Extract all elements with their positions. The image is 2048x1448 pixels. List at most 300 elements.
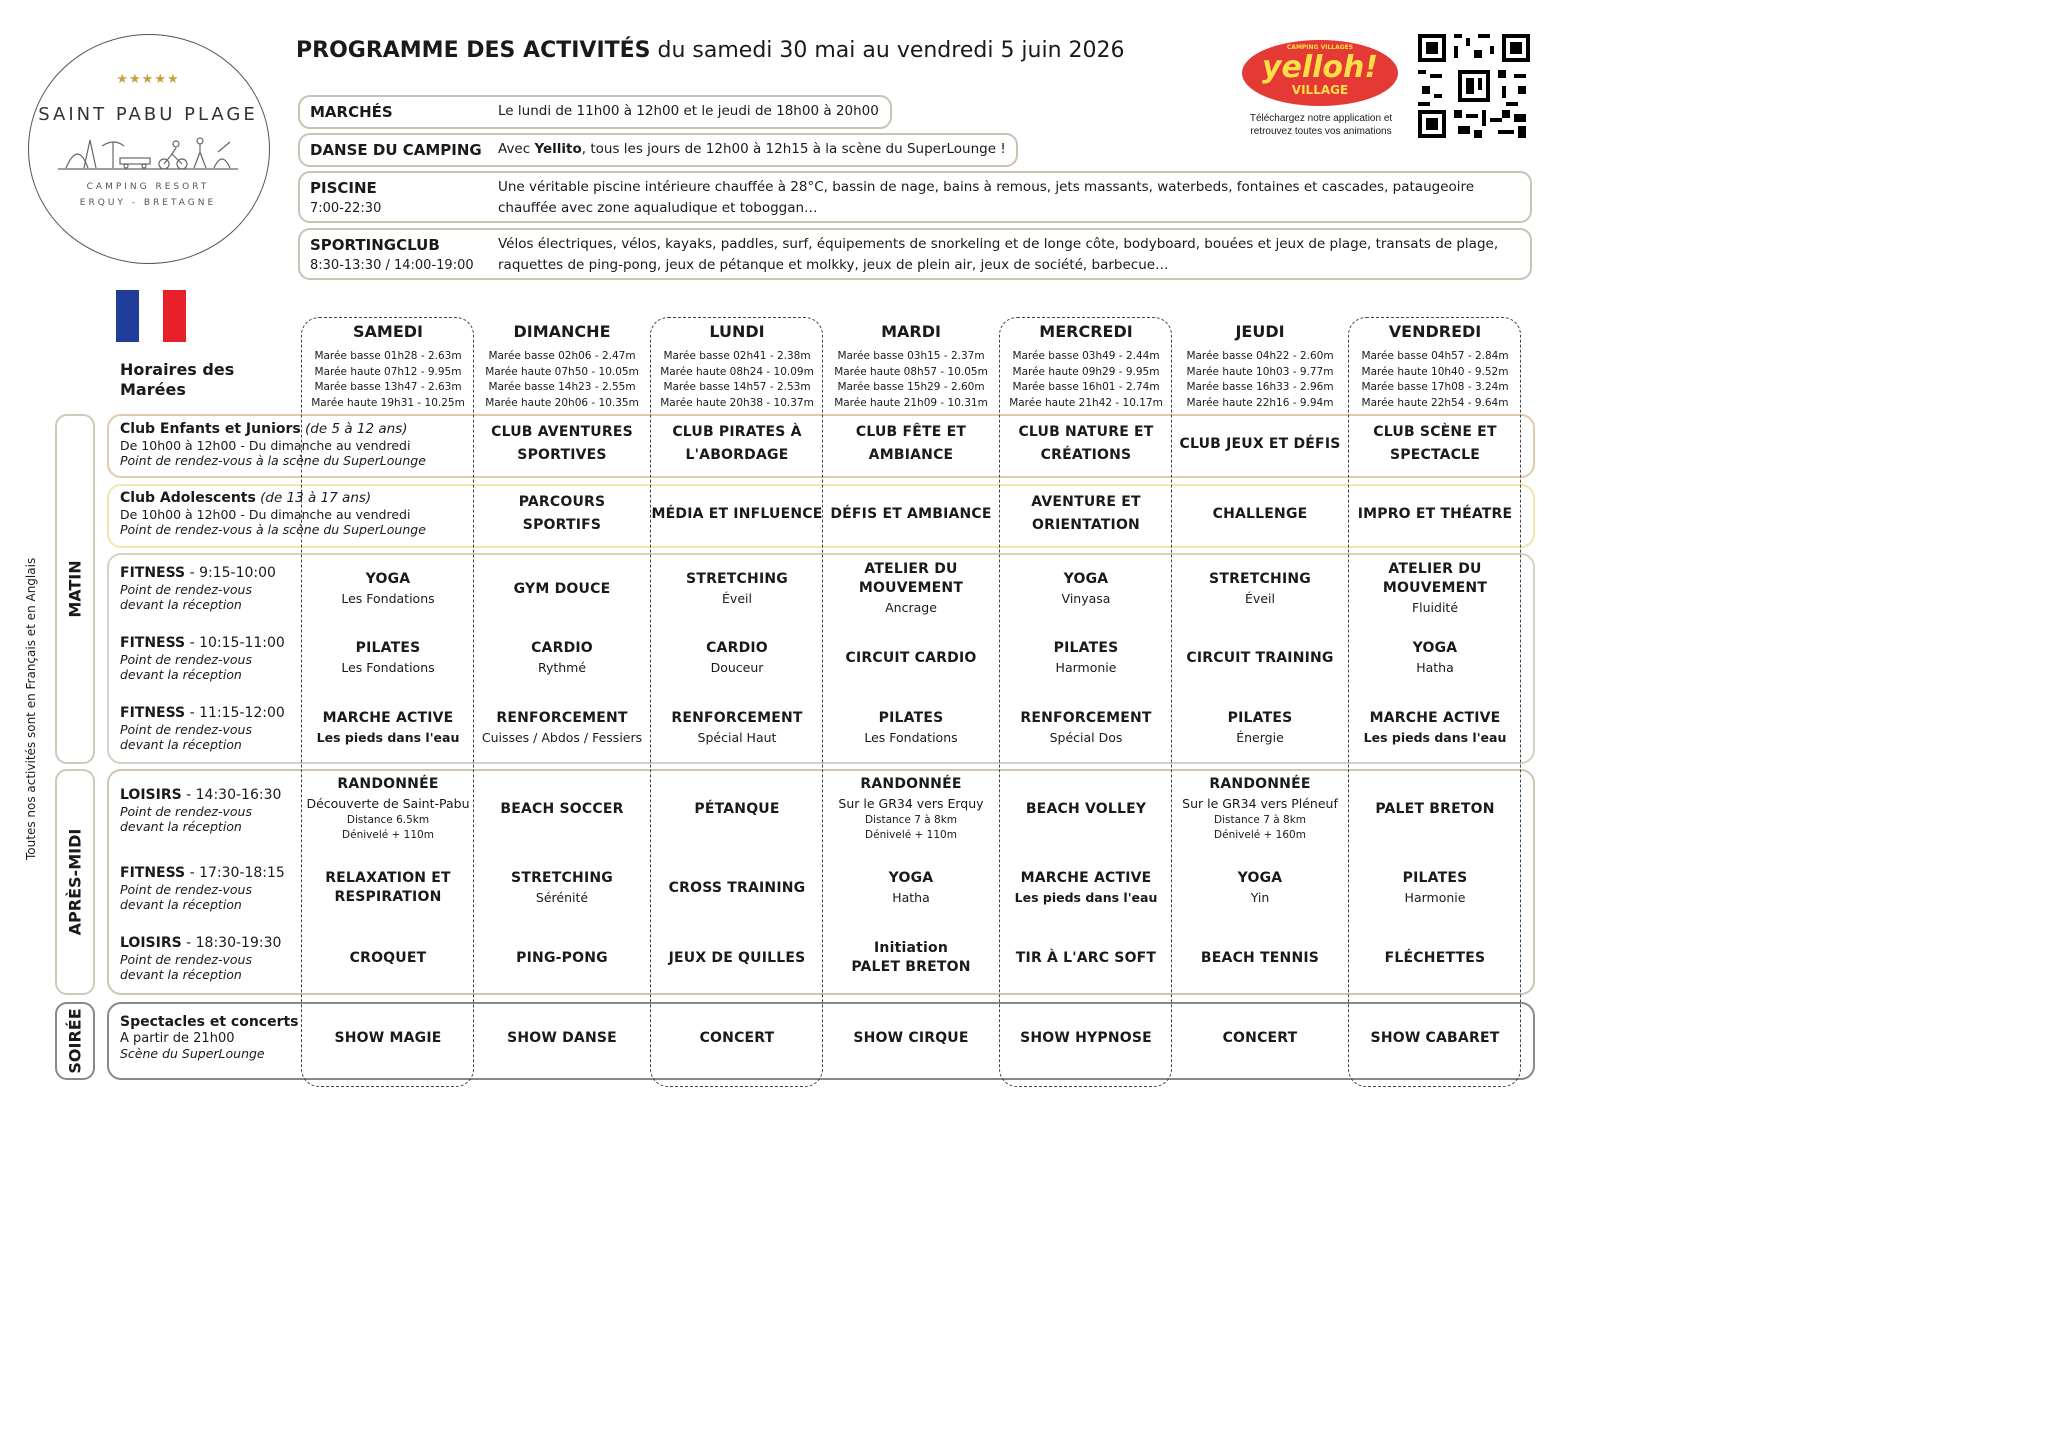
page-title — [296, 38, 1125, 63]
activity-cell — [1348, 949, 1522, 968]
activity-cell — [475, 869, 649, 907]
tide-line: Marée haute 08h57 - 10.05m — [834, 365, 988, 378]
activity-cell — [999, 869, 1173, 907]
tide-line: Marée basse 04h57 - 2.84m — [1361, 350, 1509, 362]
activity-name: MÉDIA ET INFLUENCE — [651, 505, 823, 522]
activity-name: PALET BRETON — [1375, 801, 1495, 817]
activity-cell — [1173, 949, 1347, 968]
activity-info: Dénivelé + 160m — [1214, 829, 1306, 841]
activity-cell — [1348, 800, 1522, 819]
activity-name: YOGA — [365, 571, 411, 587]
activity-name: RELAXATION ET — [325, 870, 451, 886]
tide-line: Marée haute 09h29 - 9.95m — [1012, 365, 1160, 378]
tide-times — [999, 349, 1173, 411]
tide-line: Marée basse 02h41 - 2.38m — [663, 350, 811, 362]
row-label-title — [120, 935, 281, 952]
activity-cell — [824, 939, 998, 977]
activity-name: PARCOURS — [518, 494, 606, 510]
activity-name: RESPIRATION — [334, 889, 442, 905]
activity-detail-bold: Les pieds dans l'eau — [1363, 730, 1507, 745]
activity-name: AVENTURE ET — [1031, 494, 1141, 510]
activity-name: YOGA — [1237, 870, 1283, 886]
logo-location-line: ERQUY - BRETAGNE — [79, 198, 217, 208]
tides-label-1: Horaires des — [120, 360, 235, 379]
activity-name: RENFORCEMENT — [496, 710, 628, 726]
tides-label-2: Marées — [120, 380, 186, 399]
tide-line: Marée haute 21h42 - 10.17m — [1009, 396, 1163, 409]
period-apresmidi-label: APRÈS-MIDI — [65, 828, 85, 936]
activity-cell — [475, 800, 649, 819]
activity-name: RENFORCEMENT — [1020, 710, 1152, 726]
activity-name: SHOW DANSE — [507, 1030, 617, 1046]
activity-name: CONCERT — [699, 1030, 775, 1046]
marches-text: Le lundi de 11h00 à 12h00 et le jeudi de 18h00 à 20h00 — [498, 103, 879, 119]
activity-name: CROQUET — [349, 950, 427, 966]
tide-line: Marée haute 07h50 - 10.05m — [485, 365, 639, 378]
activity-cell — [824, 560, 998, 617]
download-line-2: retrouvez toutes vos animations — [1250, 126, 1392, 137]
day-header: SAMEDI — [353, 322, 423, 341]
logo-resort-line: CAMPING RESORT — [86, 182, 210, 192]
danse-text-a: Avec — [498, 141, 535, 157]
row-label-time: - 14:30-16:30 — [181, 787, 282, 803]
row-label-bold: FITNESS — [120, 565, 186, 581]
yelloh-brand: yelloh! — [1261, 50, 1379, 85]
download-line-1: Téléchargez notre application et — [1249, 113, 1393, 124]
activity-name: YOGA — [888, 870, 934, 886]
activity-name: PILATES — [1227, 710, 1293, 726]
activity-name: SPORTIVES — [517, 447, 607, 463]
activity-cell — [824, 649, 998, 668]
activity-detail: Hatha — [892, 890, 930, 905]
activity-name: PING-PONG — [516, 950, 608, 966]
activity-cell — [475, 949, 649, 968]
row-label-bold: LOISIRS — [120, 935, 182, 951]
activity-name: RANDONNÉE — [337, 776, 439, 792]
activity-name: ATELIER DU — [1388, 561, 1482, 577]
activity-name: SPECTACLE — [1389, 447, 1481, 463]
tide-line: Marée haute 20h06 - 10.35m — [485, 396, 639, 409]
row-label-line3: devant la réception — [120, 667, 242, 682]
activity-info: Distance 7 à 8km — [864, 814, 958, 826]
activity-cell — [650, 639, 824, 677]
row-label-time: - 17:30-18:15 — [185, 865, 285, 881]
flag-white-stripe — [139, 290, 162, 342]
activity-cell — [650, 709, 824, 747]
activity-name: CLUB PIRATES À — [672, 424, 802, 440]
activity-detail: Yin — [1250, 890, 1270, 905]
danse-text-bold: Yellito — [534, 141, 582, 157]
activity-name: BEACH VOLLEY — [1025, 801, 1147, 817]
activity-name: STRETCHING — [511, 870, 613, 886]
activity-cell — [301, 709, 475, 747]
activity-cell — [824, 869, 998, 907]
activity-cell — [1348, 503, 1522, 526]
day-header: VENDREDI — [1388, 322, 1482, 341]
activity-detail: Les Fondations — [341, 660, 435, 675]
row-label-bold: Spectacles et concerts — [120, 1014, 299, 1030]
activity-detail: Spécial Dos — [1049, 730, 1123, 745]
row-label-line2: Point de rendez-vous — [120, 951, 252, 967]
activity-cell — [824, 709, 998, 747]
activity-name: MOUVEMENT — [858, 580, 964, 596]
row-label-line2: De 10h00 à 12h00 - Du dimanche au vendredi — [120, 506, 411, 522]
piscine-text-1: Une véritable piscine intérieure chauffée à 28°C, bassin de nage, bains à remous, jets massants, waterbeds, fontaines et cascades, pataugeoire — [498, 179, 1475, 195]
activity-cell — [1173, 775, 1347, 843]
period-matin-label: MATIN — [65, 560, 85, 618]
tide-times — [650, 349, 824, 411]
info-sportingclub — [298, 228, 1532, 280]
activity-cell — [1173, 649, 1347, 668]
activity-name: SHOW MAGIE — [334, 1030, 442, 1046]
info-danse — [298, 133, 1018, 167]
activity-detail: Les Fondations — [341, 591, 435, 606]
row-label-line3: Point de rendez-vous à la scène du SuperLounge — [120, 453, 426, 468]
row-label-title — [120, 565, 276, 582]
tide-line: Marée haute 22h16 - 9.94m — [1186, 396, 1334, 409]
activity-cell — [1348, 421, 1522, 467]
tide-line: Marée haute 10h40 - 9.52m — [1361, 365, 1509, 378]
activity-cell — [1173, 869, 1347, 907]
activity-name: DÉFIS ET AMBIANCE — [830, 505, 992, 522]
activity-cell — [475, 491, 649, 537]
activity-name: RENFORCEMENT — [671, 710, 803, 726]
row-label-bold: Club Adolescents — [120, 490, 256, 506]
row-label-time: - 9:15-10:00 — [185, 565, 276, 581]
activity-cell — [301, 1029, 475, 1048]
row-label-line3: devant la réception — [120, 967, 242, 982]
activity-detail: Sur le GR34 vers Pléneuf — [1182, 796, 1338, 811]
activity-name: MARCHE ACTIVE — [1369, 710, 1501, 726]
activity-name: TIR À L'ARC SOFT — [1015, 950, 1157, 966]
activity-name: CRÉATIONS — [1040, 447, 1132, 463]
info-piscine — [298, 171, 1532, 223]
row-label-bold: FITNESS — [120, 635, 186, 651]
row-label-line2: Point de rendez-vous — [120, 581, 252, 597]
app-download-text — [1236, 112, 1406, 138]
activity-detail: Douceur — [710, 660, 764, 675]
activity-cell — [475, 1029, 649, 1048]
activity-cell — [1173, 503, 1347, 526]
activity-cell — [999, 570, 1173, 608]
activity-cell — [999, 949, 1173, 968]
danse-text — [498, 139, 1006, 160]
row-label-ados — [120, 490, 426, 538]
activity-cell — [1173, 709, 1347, 747]
flag-red-stripe — [163, 290, 186, 342]
tide-line: Marée basse 01h28 - 2.63m — [314, 350, 462, 362]
sporting-text — [498, 234, 1498, 276]
row-label-fit1 — [120, 565, 276, 613]
activity-cell — [650, 879, 824, 898]
piscine-label: PISCINE — [310, 179, 377, 197]
activity-name: CLUB AVENTURES — [491, 424, 633, 440]
tide-line: Marée haute 07h12 - 9.95m — [314, 365, 462, 378]
tide-line: Marée haute 20h38 - 10.37m — [660, 396, 814, 409]
period-soiree-label: SOIRÉE — [65, 1008, 85, 1074]
activity-detail: Énergie — [1236, 730, 1284, 745]
tide-line: Marée basse 04h22 - 2.60m — [1186, 350, 1334, 362]
marches-label: MARCHÉS — [310, 103, 393, 121]
activity-name: CARDIO — [531, 640, 593, 656]
activity-cell — [650, 570, 824, 608]
activity-cell — [824, 421, 998, 467]
french-flag-icon[interactable] — [116, 290, 186, 342]
activity-name: PILATES — [878, 710, 944, 726]
tide-line: Marée basse 16h33 - 2.96m — [1186, 381, 1334, 393]
activity-detail: Éveil — [722, 591, 752, 606]
day-header: LUNDI — [709, 322, 765, 341]
row-label-age: (de 5 à 12 ans) — [300, 421, 408, 437]
activity-detail: Éveil — [1245, 591, 1275, 606]
activity-name: CIRCUIT TRAINING — [1186, 650, 1334, 666]
row-label-title — [120, 421, 426, 438]
tide-line: Marée basse 15h29 - 2.60m — [837, 381, 985, 393]
tide-line: Marée basse 14h23 - 2.55m — [488, 381, 636, 393]
language-note: Toutes nos activités sont en Français et en Anglais — [24, 557, 38, 860]
activity-cell — [999, 709, 1173, 747]
row-label-line3: Point de rendez-vous à la scène du SuperLounge — [120, 522, 426, 537]
activity-name: CLUB NATURE ET — [1018, 424, 1154, 440]
yelloh-small: CAMPING VILLAGES — [1286, 44, 1354, 51]
logo-illustration-icon — [58, 132, 238, 172]
piscine-text — [498, 177, 1474, 219]
activity-name: PILATES — [355, 640, 421, 656]
activity-cell — [1348, 639, 1522, 677]
activity-cell — [999, 421, 1173, 467]
tide-line: Marée haute 08h24 - 10.09m — [660, 365, 814, 378]
row-label-line2: A partir de 21h00 — [120, 1030, 235, 1046]
activity-name: BEACH TENNIS — [1200, 950, 1320, 966]
activity-cell — [475, 421, 649, 467]
activity-cell — [1348, 1029, 1522, 1048]
sporting-label: SPORTINGCLUB — [310, 236, 440, 254]
tides-label — [120, 360, 234, 400]
activity-cell — [650, 503, 824, 526]
activity-detail: Rythmé — [537, 660, 587, 675]
activity-name: PILATES — [1053, 640, 1119, 656]
activity-name: JEUX DE QUILLES — [668, 950, 806, 966]
activity-name: CIRCUIT CARDIO — [845, 650, 977, 666]
tide-times — [475, 349, 649, 411]
activity-name: SPORTIFS — [522, 517, 602, 533]
activity-name: FLÉCHETTES — [1384, 950, 1486, 966]
row-label-bold: FITNESS — [120, 865, 186, 881]
activity-cell — [650, 800, 824, 819]
danse-label: DANSE DU CAMPING — [310, 141, 482, 159]
activity-cell — [301, 639, 475, 677]
sporting-text-2: raquettes de ping-pong, jeux de pétanque et molkky, jeux de plein air, jeux de société, barbecue… — [498, 257, 1169, 273]
tide-line: Marée basse 02h06 - 2.47m — [488, 350, 636, 362]
activity-info: Distance 7 à 8km — [1213, 814, 1307, 826]
row-label-title — [120, 635, 285, 652]
tide-line: Marée basse 13h47 - 2.63m — [314, 381, 462, 393]
activity-name: CLUB JEUX ET DÉFIS — [1179, 435, 1341, 452]
tide-line: Marée haute 10h03 - 9.77m — [1186, 365, 1334, 378]
activity-cell — [1348, 869, 1522, 907]
row-label-title — [120, 787, 281, 804]
row-label-title — [120, 1014, 299, 1031]
tide-line: Marée basse 16h01 - 2.74m — [1012, 381, 1160, 393]
activity-detail: Ancrage — [885, 600, 937, 615]
activity-cell — [301, 775, 475, 843]
row-label-title — [120, 865, 285, 882]
activity-name: CONCERT — [1222, 1030, 1298, 1046]
activity-name: Initiation — [874, 940, 948, 956]
tide-times — [1348, 349, 1522, 411]
qr-code-icon[interactable] — [1418, 34, 1530, 138]
row-label-age: (de 13 à 17 ans) — [255, 490, 372, 506]
tide-times — [1173, 349, 1347, 411]
danse-text-b: , tous les jours de 12h00 à 12h15 à la scène du SuperLounge ! — [581, 141, 1006, 157]
info-marches — [298, 95, 892, 129]
activity-name: MOUVEMENT — [1382, 580, 1488, 596]
activity-cell — [1348, 709, 1522, 747]
row-label-line3: devant la réception — [120, 597, 242, 612]
activity-cell — [475, 580, 649, 599]
row-label-enfants — [120, 421, 426, 469]
activity-cell — [301, 869, 475, 907]
title-bold: PROGRAMME DES ACTIVITÉS — [296, 38, 651, 63]
activity-name: AMBIANCE — [868, 447, 954, 463]
activity-name: RANDONNÉE — [860, 776, 962, 792]
activity-name: GYM DOUCE — [513, 581, 611, 597]
activity-info: Distance 6.5km — [346, 814, 430, 826]
activity-detail: Fluidité — [1411, 600, 1459, 615]
period-apresmidi — [55, 769, 95, 995]
activity-cell — [1173, 433, 1347, 456]
flag-blue-stripe — [116, 290, 139, 342]
row-label-line3: devant la réception — [120, 737, 242, 752]
activity-cell — [301, 949, 475, 968]
row-label-line2: De 10h00 à 12h00 - Du dimanche au vendredi — [120, 437, 411, 453]
row-label-title — [120, 490, 426, 507]
activity-cell — [1348, 560, 1522, 617]
activity-detail: Spécial Haut — [697, 730, 777, 745]
activity-detail: Sérénité — [535, 890, 589, 905]
activity-name: RANDONNÉE — [1209, 776, 1311, 792]
row-label-bold: Club Enfants et Juniors — [120, 421, 301, 437]
activity-cell — [1173, 1029, 1347, 1048]
activity-name: SHOW HYPNOSE — [1020, 1030, 1152, 1046]
activity-name: PILATES — [1402, 870, 1468, 886]
activity-cell — [999, 1029, 1173, 1048]
tide-line: Marée basse 03h15 - 2.37m — [837, 350, 985, 362]
row-label-loisirs2 — [120, 935, 281, 983]
day-header: MERCREDI — [1039, 322, 1133, 341]
activity-name: YOGA — [1063, 571, 1109, 587]
campsite-logo — [14, 20, 282, 276]
activity-detail: Vinyasa — [1061, 591, 1111, 606]
activity-name: STRETCHING — [1209, 571, 1311, 587]
activity-name: CLUB FÊTE ET — [855, 424, 967, 440]
yelloh-logo — [1242, 40, 1398, 106]
sporting-hours: 8:30-13:30 / 14:00-19:00 — [310, 258, 474, 273]
activity-name: CLUB SCÈNE ET — [1373, 424, 1497, 440]
activity-detail-bold: Les pieds dans l'eau — [1014, 890, 1158, 905]
activity-name: PALET BRETON — [851, 959, 971, 975]
row-label-loisirs1 — [120, 787, 281, 835]
activity-name: STRETCHING — [686, 571, 788, 587]
logo-stars: ★★★★★ — [116, 72, 180, 87]
activity-detail: Harmonie — [1404, 890, 1466, 905]
row-label-line3: devant la réception — [120, 819, 242, 834]
activity-name: ATELIER DU — [864, 561, 958, 577]
yelloh-village: VILLAGE — [1291, 83, 1349, 97]
activity-info: Dénivelé + 110m — [342, 829, 434, 841]
row-label-time: - 10:15-11:00 — [185, 635, 285, 651]
row-label-line2: Point de rendez-vous — [120, 651, 252, 667]
activity-detail: Découverte de Saint-Pabu — [306, 796, 470, 811]
tide-line: Marée haute 22h54 - 9.64m — [1361, 396, 1509, 409]
row-label-time: - 11:15-12:00 — [185, 705, 285, 721]
activity-name: CHALLENGE — [1212, 505, 1308, 522]
activity-cell — [475, 709, 649, 747]
activity-name: ORIENTATION — [1032, 517, 1140, 533]
day-header: MARDI — [881, 322, 941, 341]
title-dates: du samedi 30 mai au vendredi 5 juin 2026 — [650, 38, 1125, 63]
tide-line: Marée basse 17h08 - 3.24m — [1361, 381, 1509, 393]
activity-cell — [824, 503, 998, 526]
activity-name: MARCHE ACTIVE — [322, 710, 454, 726]
activity-cell — [475, 639, 649, 677]
activity-detail: Hatha — [1416, 660, 1454, 675]
activity-cell — [824, 775, 998, 843]
tide-line: Marée haute 19h31 - 10.25m — [311, 396, 465, 409]
activity-detail: Harmonie — [1055, 660, 1117, 675]
row-label-line2: Point de rendez-vous — [120, 881, 252, 897]
activity-name: MARCHE ACTIVE — [1020, 870, 1152, 886]
activity-cell — [999, 491, 1173, 537]
row-label-bold: LOISIRS — [120, 787, 182, 803]
row-label-fit3 — [120, 705, 285, 753]
period-matin — [55, 414, 95, 764]
activity-detail: Cuisses / Abdos / Fessiers — [481, 730, 643, 745]
activity-name: PÉTANQUE — [694, 801, 780, 817]
day-header: JEUDI — [1235, 322, 1285, 341]
activity-detail-bold: Les pieds dans l'eau — [316, 730, 460, 745]
activity-name: CARDIO — [706, 640, 768, 656]
row-label-bold: FITNESS — [120, 705, 186, 721]
row-label-fit4 — [120, 865, 285, 913]
row-label-line3: devant la réception — [120, 897, 242, 912]
activity-name: L'ABORDAGE — [685, 447, 789, 463]
activity-cell — [301, 570, 475, 608]
activity-detail: Les Fondations — [864, 730, 958, 745]
activity-name: SHOW CIRQUE — [853, 1030, 969, 1046]
tide-line: Marée basse 03h49 - 2.44m — [1012, 350, 1160, 362]
tide-times — [301, 349, 475, 411]
activity-detail: Sur le GR34 vers Erquy — [838, 796, 984, 811]
tide-times — [824, 349, 998, 411]
activity-cell — [650, 949, 824, 968]
row-label-title — [120, 705, 285, 722]
row-label-fit2 — [120, 635, 285, 683]
day-header: DIMANCHE — [513, 322, 611, 341]
row-label-time: - 18:30-19:30 — [181, 935, 282, 951]
tide-line: Marée basse 14h57 - 2.53m — [663, 381, 811, 393]
activity-cell — [824, 1029, 998, 1048]
activity-info: Dénivelé + 110m — [865, 829, 957, 841]
activity-cell — [999, 800, 1173, 819]
period-soiree — [55, 1002, 95, 1080]
logo-name: SAINT PABU PLAGE — [38, 104, 258, 125]
activity-cell — [1173, 570, 1347, 608]
activity-name: CROSS TRAINING — [668, 880, 806, 896]
tide-line: Marée haute 21h09 - 10.31m — [834, 396, 988, 409]
piscine-hours: 7:00-22:30 — [310, 201, 382, 216]
activity-name: IMPRO ET THÉATRE — [1357, 505, 1513, 522]
